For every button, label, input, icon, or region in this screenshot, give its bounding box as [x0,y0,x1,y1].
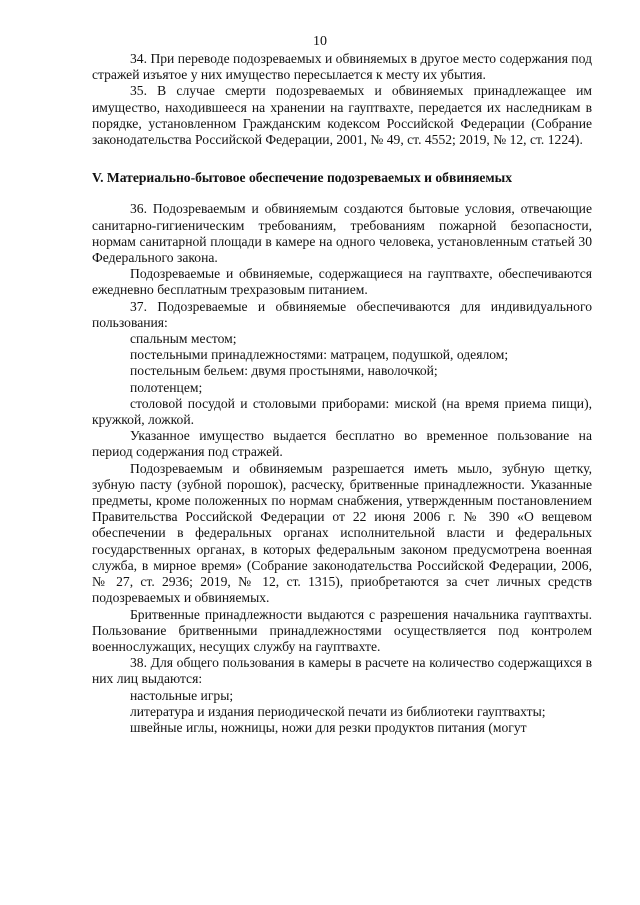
paragraph-35: 35. В случае смерти подозреваемых и обвиняемых принадлежащее им имущество, находившееся на хранении на гауптвахте, передается их наследникам в порядке, установленном Гражданским кодексом Российской Федерации (Собрание законодательства Российской Федерации, 2001, № 49, ст. 4552; 2019, № 12, ст. 1224). [92,83,592,148]
page-number: 10 [313,34,327,49]
list-item: швейные иглы, ножницы, ножи для резки продуктов питания (могут [130,719,527,735]
list-item: полотенцем; [130,379,203,395]
paragraph-37-hygiene: Подозреваемым и обвиняемым разрешается иметь мыло, зубную щетку, зубную пасту (зубной порошок), расческу, бритвенные принадлежности. Указанные предметы, кроме положенных по нормам снабжения, утвержденным постановлением Правительства Российской Федерации от 22 июня 2006 г. № 390 «О вещевом обеспечении в федеральных органах исполнительной власти и федеральных государственных органах, в которых федеральным законом предусмотрена военная служба, в мирное время» (Собрание законодательства Российской Федерации, 2006, № 27, ст. 2936; 2019, № 12, ст. 1315), приобретаются за счет личных средств подозреваемых и обвиняемых. [92,460,592,606]
paragraph-37-razors: Бритвенные принадлежности выдаются с разрешения начальника гауптвахты. Пользование бритвенными принадлежностями осуществляется под контролем военнослужащих, несущих службу на гауптвахте. [92,606,592,654]
list-item: постельным бельем: двумя простынями, наволочкой; [130,363,438,379]
paragraph-36-food: Подозреваемые и обвиняемые, содержащиеся на гауптвахте, обеспечиваются ежедневно бесплатным трехразовым питанием. [92,266,592,298]
document-body [92,51,592,736]
paragraph-38: 38. Для общего пользования в камеры в расчете на количество содержащихся в них лиц выдаются: [92,655,592,687]
list-item: настольные игры; [130,687,234,703]
paragraph-34: 34. При переводе подозреваемых и обвиняемых в другое место содержания под стражей изъятое у них имущество пересылается к месту их убытия. [92,51,592,83]
list-item: спальным местом; [130,331,237,347]
section-heading: V. Материально-бытовое обеспечение подозреваемых и обвиняемых [92,170,513,186]
list-item: литература и издания периодической печати из библиотеки гауптвахты; [130,703,546,719]
list-item: столовой посудой и столовыми приборами: миской (на время приема пищи), кружкой, ложкой. [92,395,592,428]
paragraph-37-free-use: Указанное имущество выдается бесплатно во временное пользование на период содержания под стражей. [92,428,592,460]
paragraph-36: 36. Подозреваемым и обвиняемым создаются бытовые условия, отвечающие санитарно-гигиеническим требованиям, требованиям пожарной безопасности, нормам санитарной площади в камере на одного человека, установленным статьей 30 Федерального закона. [92,201,592,266]
list-item: постельными принадлежностями: матрацем, подушкой, одеялом; [130,347,509,363]
paragraph-37: 37. Подозреваемые и обвиняемые обеспечиваются для индивидуального пользования: [92,298,592,330]
